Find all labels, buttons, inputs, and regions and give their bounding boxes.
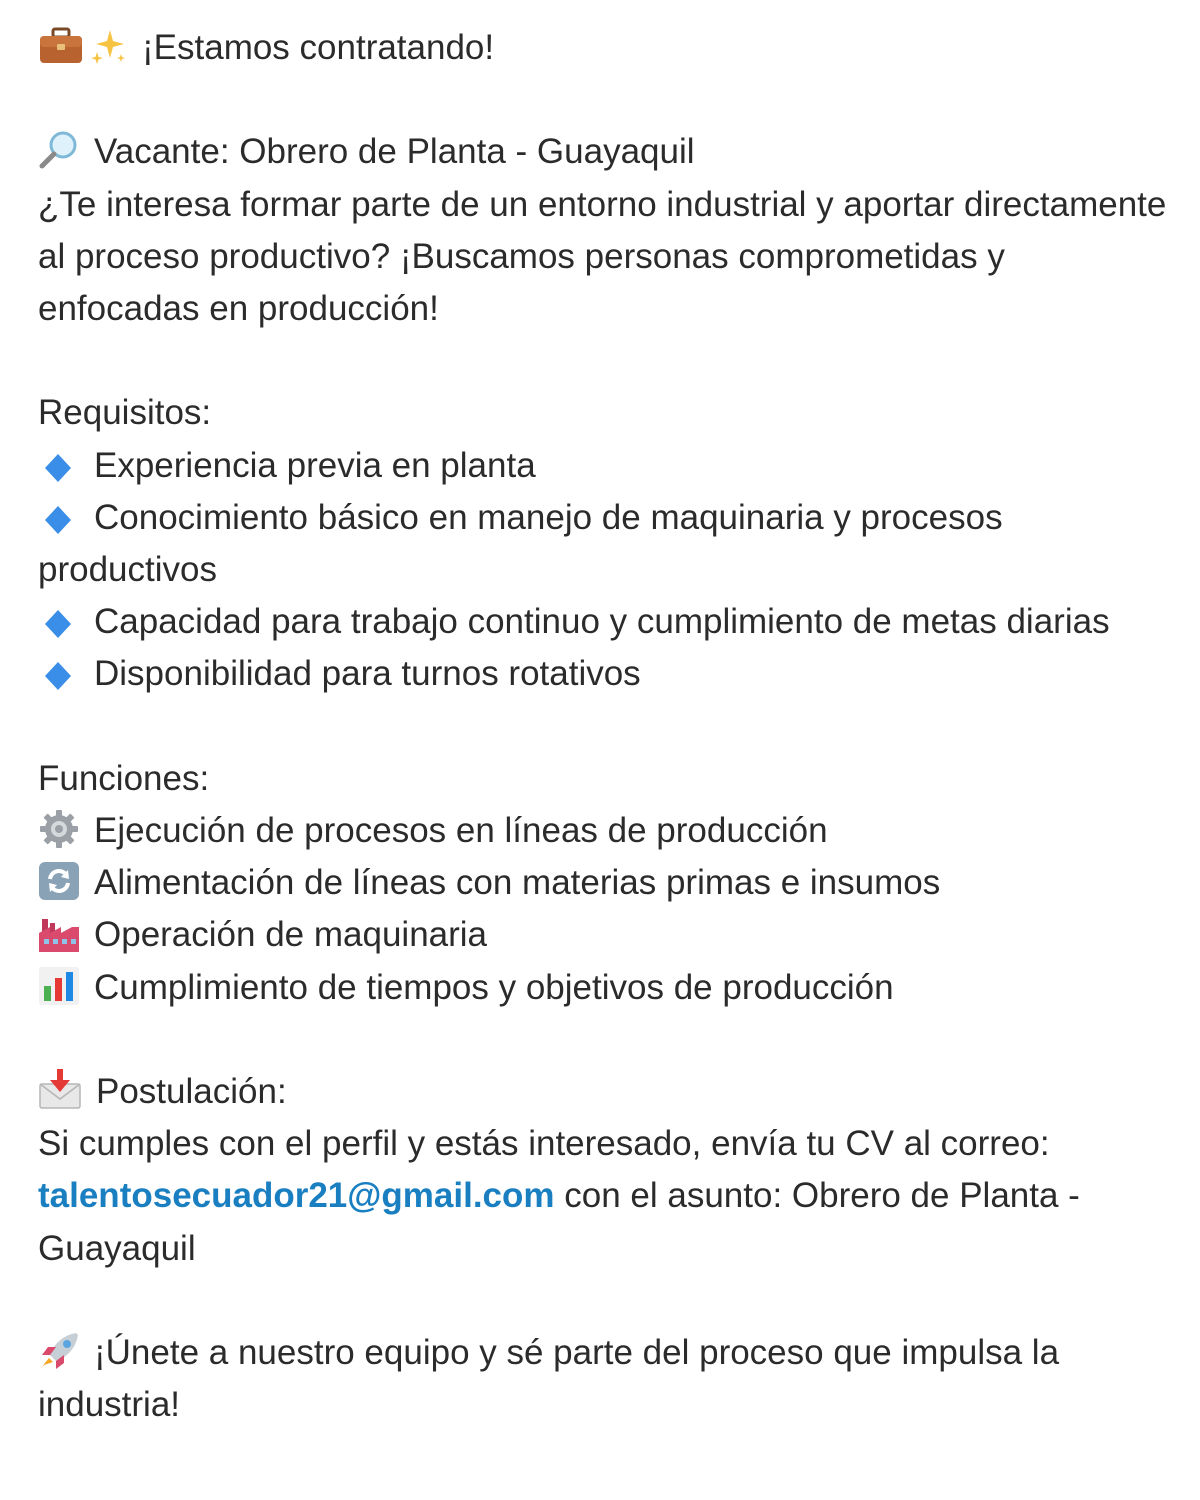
function-text: Ejecución de procesos en líneas de producción: [94, 811, 828, 850]
requirement-text: Disponibilidad para turnos rotativos: [94, 654, 641, 694]
sparkles-icon: [88, 26, 128, 66]
subject-text: con el asunto: Obrero de Planta - Guayaquil: [38, 1176, 1080, 1268]
blue-diamond-icon: [44, 452, 72, 484]
blue-diamond-icon: [44, 504, 72, 536]
function-text: Alimentación de líneas con materias primas e insumos: [94, 863, 941, 903]
rocket-icon: [38, 1331, 80, 1371]
requirement-item: [38, 648, 1173, 700]
function-item: [38, 805, 1173, 857]
requirement-item: [38, 596, 1173, 648]
function-text: Operación de maquinaria: [94, 915, 488, 955]
requirement-item: [38, 440, 1173, 492]
vacancy-text: Vacante: Obrero de Planta - Guayaquil: [94, 132, 695, 172]
briefcase-icon: [38, 26, 84, 66]
headline-text: ¡Estamos contratando!: [142, 28, 495, 67]
requirements-heading: Requisitos:: [38, 393, 212, 433]
blue-diamond-icon: [44, 660, 72, 692]
blue-diamond-icon: [44, 608, 72, 640]
headline-line: [38, 22, 1173, 74]
email-link[interactable]: talentosecuador21@gmail.com: [38, 1176, 555, 1216]
requirement-item: [38, 492, 1173, 596]
closing-text: ¡Únete a nuestro equipo y sé parte del proceso que impulsa la industria!: [38, 1333, 1060, 1425]
application-text: Si cumples con el perfil y estás interesado, envía tu CV al correo:: [38, 1124, 1050, 1164]
function-item: [38, 962, 1173, 1014]
gear-icon: [38, 809, 80, 849]
function-item: [38, 909, 1173, 961]
closing-line: [38, 1327, 1173, 1431]
magnifier-icon: [38, 130, 80, 170]
functions-heading: Funciones:: [38, 758, 210, 798]
application-heading-line: [38, 1066, 1173, 1118]
requirement-text: Capacidad para trabajo continuo y cumplimiento de metas diarias: [94, 602, 1110, 642]
requirement-text: Experiencia previa en planta: [94, 445, 536, 485]
intro-text: ¿Te interesa formar parte de un entorno industrial y aportar directamente al proceso productivo? ¡Buscamos personas comprometidas y enfocadas en producción!: [38, 184, 1167, 328]
job-post: [38, 22, 1173, 1431]
application-heading: Postulación:: [96, 1072, 287, 1111]
email-line: [38, 1170, 1173, 1274]
bar-chart-icon: [38, 966, 80, 1006]
refresh-icon: [38, 861, 80, 901]
inbox-envelope-icon: [38, 1068, 82, 1110]
requirement-text: Conocimiento básico en manejo de maquinaria y procesos productivos: [38, 497, 1003, 589]
factory-icon: [38, 913, 80, 953]
function-item: [38, 857, 1173, 909]
function-text: Cumplimiento de tiempos y objetivos de producción: [94, 967, 894, 1007]
vacancy-line: [38, 126, 1173, 178]
